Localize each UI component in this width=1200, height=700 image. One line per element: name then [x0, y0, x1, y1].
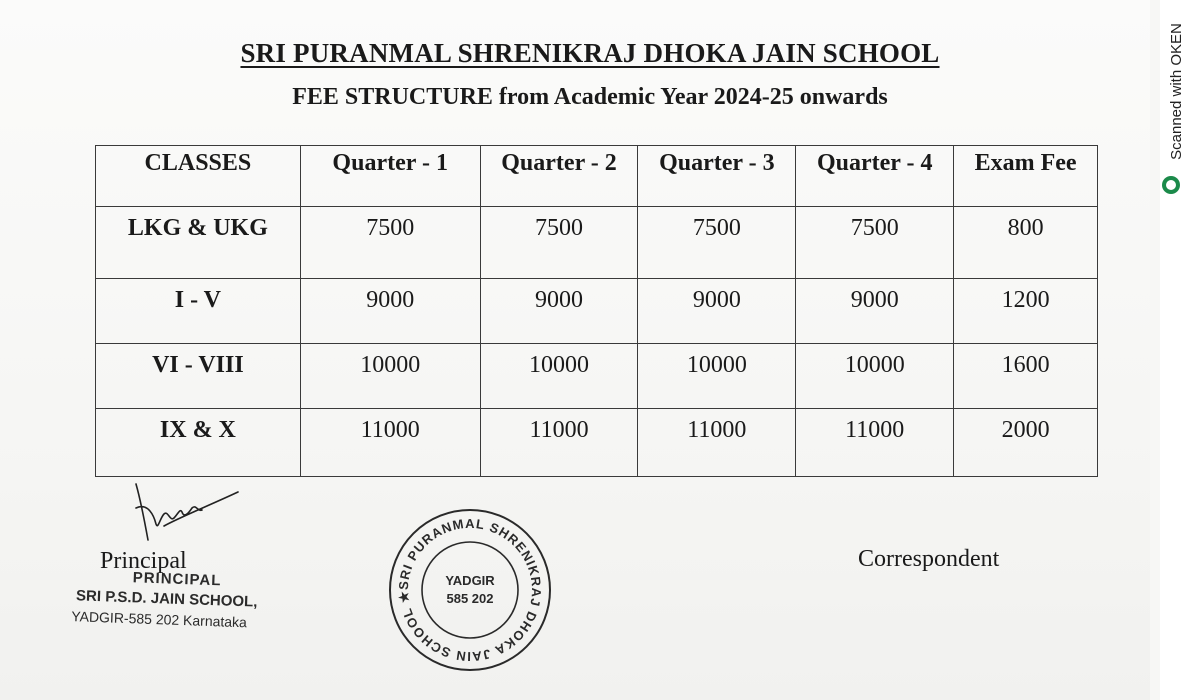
fee-cell: 9000 — [480, 279, 638, 344]
principal-stamp-school: SRI P.S.D. JAIN SCHOOL, — [75, 587, 258, 611]
school-name: SRI PURANMAL SHRENIKRAJ DHOKA JAIN SCHOOL — [240, 38, 940, 68]
fee-cell: 7500 — [638, 207, 796, 279]
school-seal-stamp — [385, 505, 555, 675]
seal-city: YADGIR — [445, 573, 495, 588]
column-header: Exam Fee — [954, 146, 1098, 207]
table-row — [96, 207, 1098, 279]
fee-cell: 9000 — [638, 279, 796, 344]
fee-structure-subtitle: FEE STRUCTURE from Academic Year 2024-25 onwards — [292, 84, 888, 110]
scanner-label: Scanned with OKEN — [1167, 22, 1185, 160]
fee-cell: 7500 — [480, 207, 638, 279]
principal-stamp-address: YADGIR-585 202 Karnataka — [71, 608, 248, 631]
principal-stamp — [71, 566, 293, 634]
fee-cell: 9000 — [796, 279, 954, 344]
column-header: Quarter - 1 — [300, 146, 480, 207]
seal-pin: 585 202 — [446, 591, 494, 606]
table-header-row — [96, 146, 1098, 207]
seal-ring-text: SRI PURANMAL SHRENIKRAJ DHOKA JAIN SCHOOL ★ — [395, 515, 545, 665]
principal-label: Principal — [100, 548, 187, 574]
column-header: Quarter - 3 — [638, 146, 796, 207]
exam-fee-cell: 1200 — [954, 279, 1098, 344]
column-header: CLASSES — [96, 146, 301, 207]
fee-cell: 10000 — [638, 344, 796, 409]
principal-stamp-title: PRINCIPAL — [132, 569, 222, 590]
fee-cell: 11000 — [480, 409, 638, 477]
fee-table — [95, 145, 1098, 477]
table-row — [96, 344, 1098, 409]
fee-cell: 7500 — [796, 207, 954, 279]
class-cell: IX & X — [96, 409, 301, 477]
correspondent-label: Correspondent — [858, 546, 1000, 572]
fee-cell: 9000 — [300, 279, 480, 344]
scanner-logo-icon — [1162, 176, 1180, 194]
fee-cell: 11000 — [638, 409, 796, 477]
class-cell: LKG & UKG — [96, 207, 301, 279]
column-header: Quarter - 4 — [796, 146, 954, 207]
fee-cell: 10000 — [796, 344, 954, 409]
fee-cell: 7500 — [300, 207, 480, 279]
fee-cell: 11000 — [796, 409, 954, 477]
exam-fee-cell: 800 — [954, 207, 1098, 279]
class-cell: VI - VIII — [96, 344, 301, 409]
school-title — [0, 38, 1180, 69]
column-header: Quarter - 2 — [480, 146, 638, 207]
exam-fee-cell: 2000 — [954, 409, 1098, 477]
table-row — [96, 409, 1098, 477]
fee-cell: 11000 — [300, 409, 480, 477]
table-row — [96, 279, 1098, 344]
principal-signature — [118, 478, 248, 548]
class-cell: I - V — [96, 279, 301, 344]
fee-cell: 10000 — [300, 344, 480, 409]
fee-cell: 10000 — [480, 344, 638, 409]
exam-fee-cell: 1600 — [954, 344, 1098, 409]
